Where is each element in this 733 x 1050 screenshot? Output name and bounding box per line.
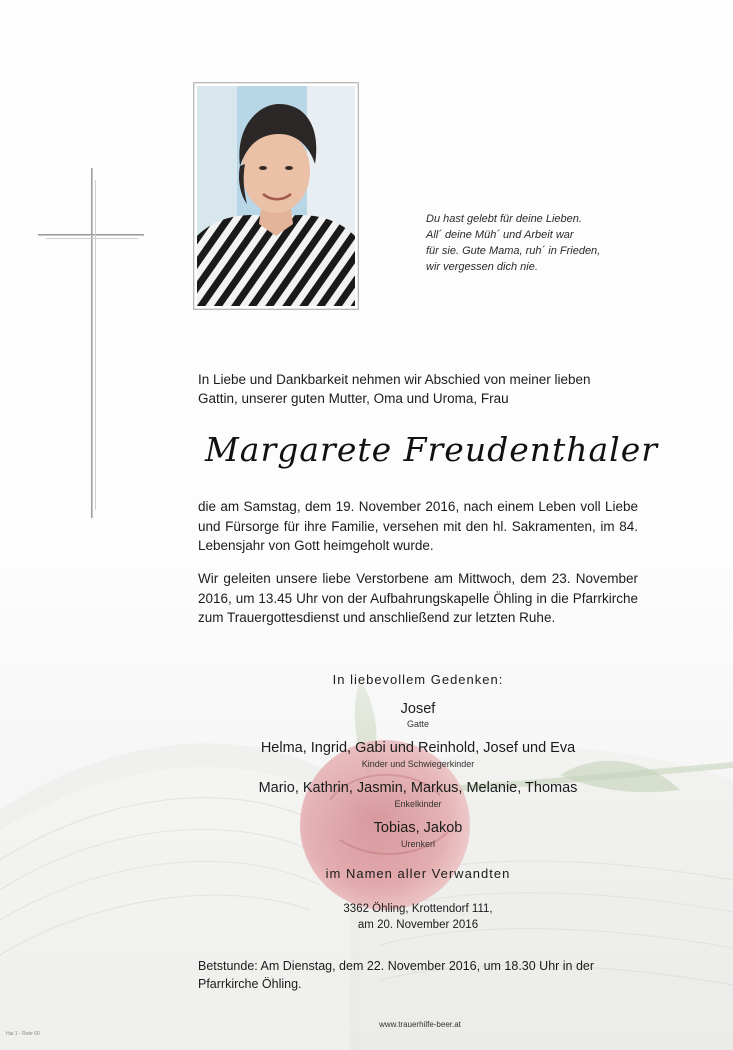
- latin-cross-icon: [91, 168, 93, 518]
- memorial-poem: [426, 211, 656, 275]
- poem-line: für sie. Gute Mama, ruh´ in Frieden,: [426, 245, 601, 257]
- relatives-line: im Namen aller Verwandten: [325, 866, 511, 881]
- death-paragraph: die am Samstag, dem 19. November 2016, nach einem Leben voll Liebe und Fürsorge für ihre Familie, versehen mit den hl. Sakramenten, im 84. Lebensjahr von Gott heimgeholt wurde.: [198, 499, 638, 553]
- website-link[interactable]: www.trauerhilfe-beer.at: [379, 1020, 461, 1029]
- prayer-hour-notice: [198, 957, 648, 993]
- mourner-relation: Gatte: [406, 719, 429, 729]
- cross-shadow-horizontal: [46, 238, 138, 239]
- prayer-line: Pfarrkirche Öhling.: [198, 977, 302, 991]
- mourner-names: Josef: [400, 701, 436, 717]
- portrait-photo: [197, 86, 355, 306]
- address-line: 3362 Öhling, Krottendorf 111,: [343, 903, 493, 915]
- intro-line: Gattin, unserer guten Mutter, Oma und Uroma, Frau: [198, 391, 509, 406]
- funeral-paragraph: Wir geleiten unsere liebe Verstorbene am Mittwoch, dem 23. November 2016, um 13.45 Uhr von der Aufbahrungskapelle Öhling in die Pfarrkirche zum Trauergottesdienst und anschließend zur letzten Ruhe.: [198, 571, 638, 625]
- mourner-relation: Kinder und Schwiegerkinder: [361, 759, 475, 769]
- cross-shadow-vertical: [95, 180, 96, 510]
- intro-line: In Liebe und Dankbarkeit nehmen wir Abschied von meiner lieben: [198, 372, 591, 387]
- poem-line: Du hast gelebt für deine Lieben.: [426, 213, 582, 225]
- print-code: Hai 1 - Rote 60: [6, 1031, 40, 1037]
- mourner-names: Tobias, Jakob: [373, 820, 463, 836]
- intro-text: [198, 370, 638, 408]
- portrait-frame: [193, 82, 359, 310]
- mourners-title: In liebevollem Gedenken:: [332, 672, 504, 687]
- poem-line: wir vergessen dich nie.: [426, 261, 538, 273]
- poem-line: All´ deine Müh´ und Arbeit war: [426, 229, 574, 241]
- cross-bar: [38, 234, 144, 236]
- deceased-name: Margarete Freudenthaler: [205, 430, 659, 469]
- mourner-names: Helma, Ingrid, Gabi und Reinhold, Josef und Eva: [260, 740, 576, 756]
- prayer-line: Betstunde: Am Dienstag, dem 22. November 2016, um 18.30 Uhr in der: [198, 959, 595, 973]
- date-line: am 20. November 2016: [357, 919, 479, 931]
- mourner-relation: Enkelkinder: [394, 799, 442, 809]
- mourner-relation: Urenkerl: [400, 839, 435, 849]
- mourner-names: Mario, Kathrin, Jasmin, Markus, Melanie, Thomas: [258, 780, 578, 796]
